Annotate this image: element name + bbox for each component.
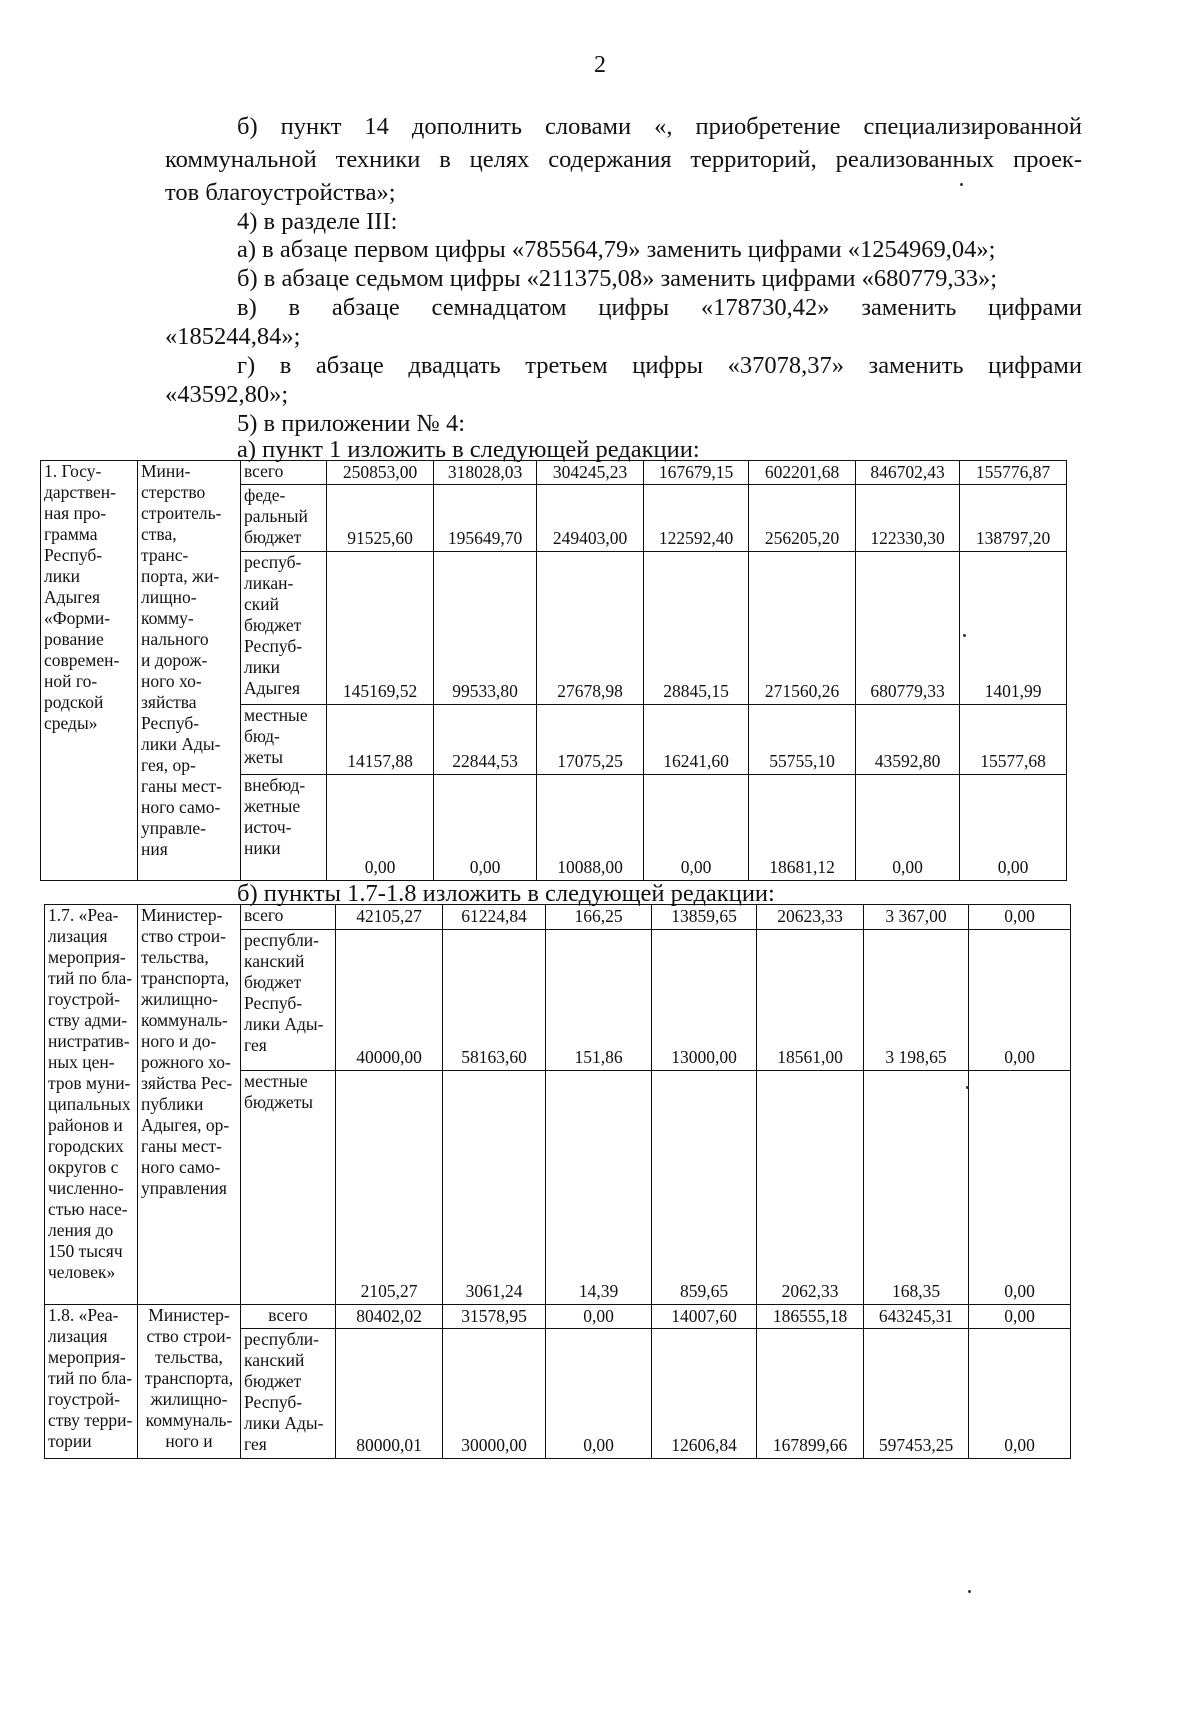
cell-value: 13000,00 (652, 930, 757, 1071)
cell-value: 597453,25 (864, 1329, 969, 1459)
table2-caption: б) пункты 1.7-1.8 изложить в следующей редакции: (237, 880, 775, 907)
item-1-7-executor: Министер- ство строи- тельства, транспорта, жилищно- коммуналь- ного и до- рожного хо- зяйства Рес- публики Адыгея, ор- ганы мест- ного само- управления (138, 905, 241, 1305)
cell-value: 22844,53 (434, 705, 537, 775)
cell-value: 12606,84 (652, 1329, 757, 1459)
cell-value: 16241,60 (644, 705, 749, 775)
cell-value: 18561,00 (757, 930, 864, 1071)
row-label: внебюд- жетные источ- ники (241, 775, 327, 881)
cell-value: 20623,33 (757, 905, 864, 930)
cell-value: 0,00 (969, 1329, 1071, 1459)
paragraph-item-a: а) в абзаце первом цифры «785564,79» заменить цифрами «1254969,04»; (237, 236, 996, 263)
cell-value: 138797,20 (960, 485, 1067, 552)
item-1-7-title: 1.7. «Реа- лизация мероприя- тий по бла- гоустрой- ству адми- нистратив- ных цен- тров муни- ципальных районов и городских округов с численно- стью насе- ления до 150 тысяч человек» (45, 905, 138, 1305)
row-label: местные бюд- жеты (241, 705, 327, 775)
cell-value: 0,00 (960, 775, 1067, 881)
cell-value: 0,00 (969, 1071, 1071, 1305)
item-1-8-executor: Министер- ство строи- тельства, транспорта, жилищно- коммуналь- ного и (138, 1305, 241, 1459)
cell-value: 17075,25 (537, 705, 644, 775)
program-executor: Мини- стерство строитель- ства, транс- порта, жи- лищно- комму- нального и дорож- ного хо- зяйства Респуб- лики Ады- гея, ор- ганы мест- ного само- управле- ния (138, 461, 241, 881)
cell-value: 166,25 (546, 905, 652, 930)
cell-value: 55755,10 (749, 705, 856, 775)
cell-value: 256205,20 (749, 485, 856, 552)
cell-value: 602201,68 (749, 461, 856, 485)
row-label: респуб- ликан- ский бюджет Респуб- лики Адыгея (241, 552, 327, 705)
table-items-1-7-1-8 (44, 904, 1071, 1459)
cell-value: 167899,66 (757, 1329, 864, 1459)
cell-value: 18681,12 (749, 775, 856, 881)
scan-speck (966, 1086, 969, 1089)
cell-value: 2062,33 (757, 1071, 864, 1305)
cell-value: 0,00 (434, 775, 537, 881)
cell-value: 195649,70 (434, 485, 537, 552)
cell-value: 3061,24 (443, 1071, 546, 1305)
cell-value: 249403,00 (537, 485, 644, 552)
scan-speck (963, 634, 966, 637)
cell-value: 10088,00 (537, 775, 644, 881)
scan-speck (960, 183, 963, 186)
cell-value: 271560,26 (749, 552, 856, 705)
cell-value: 0,00 (856, 775, 960, 881)
paragraph-item-b: б) в абзаце седьмом цифры «211375,08» заменить цифрами «680779,33»; (237, 265, 998, 292)
cell-value: 28845,15 (644, 552, 749, 705)
cell-value: 0,00 (969, 1305, 1071, 1329)
cell-value: 13859,65 (652, 905, 757, 930)
scan-speck (968, 1590, 971, 1593)
paragraph-item-b-14: б) пункт 14 дополнить словами «, приобретение специализированной коммунальной техники в целях содержания территорий, реализованных проек- (165, 113, 1082, 173)
cell-value: 846702,43 (856, 461, 960, 485)
cell-value: 0,00 (546, 1305, 652, 1329)
cell-value: 304245,23 (537, 461, 644, 485)
cell-value: 14007,60 (652, 1305, 757, 1329)
cell-value: 859,65 (652, 1071, 757, 1305)
cell-value: 167679,15 (644, 461, 749, 485)
cell-value: 40000,00 (336, 930, 443, 1071)
row-label: всего (241, 461, 327, 485)
cell-value: 42105,27 (336, 905, 443, 930)
paragraph-item-v-end: «185244,84»; (165, 323, 301, 350)
cell-value: 80000,01 (336, 1329, 443, 1459)
paragraph-item-b-14-end: тов благоустройства»; (165, 179, 396, 206)
row-label: всего (241, 1305, 336, 1329)
cell-value: 155776,87 (960, 461, 1067, 485)
cell-value: 0,00 (644, 775, 749, 881)
cell-value: 186555,18 (757, 1305, 864, 1329)
cell-value: 1401,99 (960, 552, 1067, 705)
cell-value: 680779,33 (856, 552, 960, 705)
cell-value: 0,00 (327, 775, 434, 881)
item-1-8-title: 1.8. «Реа- лизация мероприя- тий по бла- гоустрой- ству терри- тории (45, 1305, 138, 1459)
cell-value: 151,86 (546, 930, 652, 1071)
cell-value: 643245,31 (864, 1305, 969, 1329)
cell-value: 91525,60 (327, 485, 434, 552)
row-label: республи- канский бюджет Респуб- лики Ады- гея (241, 1329, 336, 1459)
cell-value: 43592,80 (856, 705, 960, 775)
cell-value: 122330,30 (856, 485, 960, 552)
cell-value: 31578,95 (443, 1305, 546, 1329)
cell-value: 80402,02 (336, 1305, 443, 1329)
paragraph-item-v: в) в абзаце семнадцатом цифры «178730,42» заменить цифрами (237, 294, 1082, 321)
cell-value: 145169,52 (327, 552, 434, 705)
cell-value: 250853,00 (327, 461, 434, 485)
cell-value: 30000,00 (443, 1329, 546, 1459)
row-label: всего (241, 905, 336, 930)
cell-value: 27678,98 (537, 552, 644, 705)
cell-value: 99533,80 (434, 552, 537, 705)
row-label: местные бюджеты (241, 1071, 336, 1305)
table1-caption: а) пункт 1 изложить в следующей редакции: (237, 436, 700, 463)
row-label: феде- ральный бюджет (241, 485, 327, 552)
page-number: 2 (594, 52, 606, 78)
cell-value: 0,00 (546, 1329, 652, 1459)
paragraph-item-g: г) в абзаце двадцать третьем цифры «37078,37» заменить цифрами (237, 352, 1082, 379)
cell-value: 168,35 (864, 1071, 969, 1305)
paragraph-section-iii: 4) в разделе III: (237, 208, 398, 235)
cell-value: 3 367,00 (864, 905, 969, 930)
cell-value: 318028,03 (434, 461, 537, 485)
table-program-1 (40, 460, 1067, 881)
cell-value: 61224,84 (443, 905, 546, 930)
program-name: 1. Госу- дарствен- ная про- грамма Респуб- лики Адыгея «Форми- рование современ- ной го- родской среды» (41, 461, 138, 881)
paragraph-appendix-4: 5) в приложении № 4: (237, 410, 466, 437)
cell-value: 0,00 (969, 905, 1071, 930)
cell-value: 122592,40 (644, 485, 749, 552)
cell-value: 14157,88 (327, 705, 434, 775)
cell-value: 15577,68 (960, 705, 1067, 775)
paragraph-item-g-end: «43592,80»; (165, 381, 289, 408)
cell-value: 14,39 (546, 1071, 652, 1305)
cell-value: 58163,60 (443, 930, 546, 1071)
cell-value: 2105,27 (336, 1071, 443, 1305)
cell-value: 0,00 (969, 930, 1071, 1071)
cell-value: 3 198,65 (864, 930, 969, 1071)
row-label: республи- канский бюджет Респуб- лики Ады- гея (241, 930, 336, 1071)
